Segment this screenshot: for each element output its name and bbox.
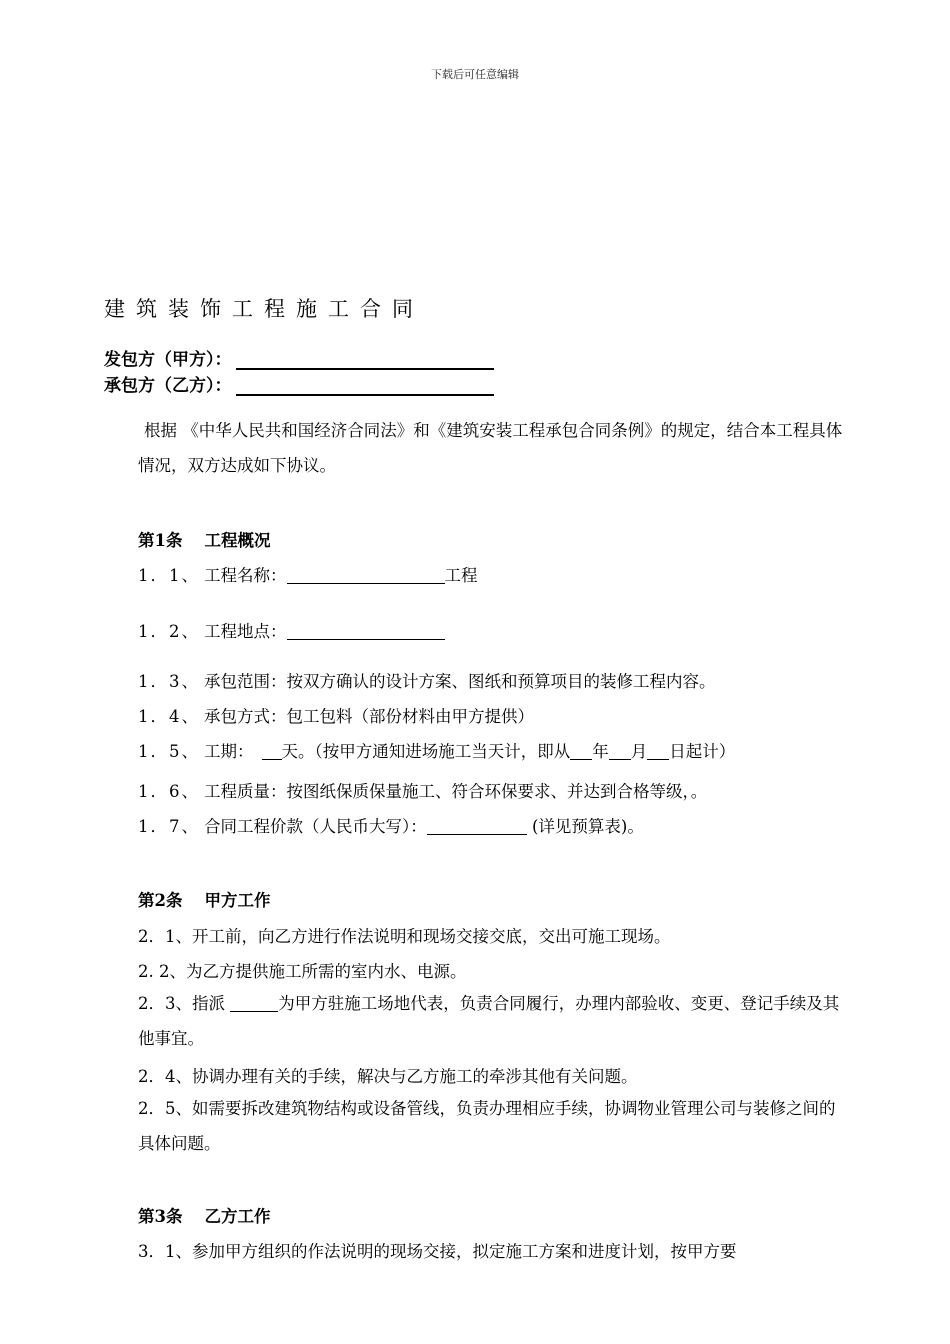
item-1-2 (138, 618, 445, 642)
item-2-1: 2．1、开工前，向乙方进行作法说明和现场交接交底，交出可施工现场。 (138, 927, 671, 946)
item-1-6-num: 1．6、 (138, 782, 200, 801)
item-1-5-day: 日起计） (669, 742, 736, 761)
item-1-4-text: 承包方式：包工包料（部份材料由甲方提供） (204, 707, 534, 726)
item-1-3-text: 承包范围：按双方确认的设计方案、图纸和预算项目的装修工程内容。 (204, 672, 716, 691)
item-1-5-num: 1．5、 (138, 742, 200, 761)
start-day-blank[interactable] (647, 741, 669, 760)
party-b-blank[interactable] (236, 374, 494, 396)
party-b-row (104, 371, 494, 396)
item-2-3-a: 2．3、指派 (138, 994, 231, 1013)
item-1-5-year: 年 (592, 742, 609, 761)
item-1-1 (138, 562, 478, 586)
party-a-label: 发包方（甲方）： (104, 350, 232, 370)
section-1-heading (138, 527, 270, 551)
item-1-4 (138, 703, 534, 727)
item-1-6-text: 工程质量：按图纸保质保量施工、符合环保要求、并达到合格等级，。 (204, 782, 708, 801)
item-1-4-num: 1．4、 (138, 707, 200, 726)
party-b-label: 承包方（乙方）： (104, 376, 232, 396)
item-1-1-label: 工程名称： (204, 566, 287, 585)
intro-paragraph (138, 413, 850, 483)
item-1-3 (138, 668, 716, 692)
item-2-4: 2．4、协调办理有关的手续，解决与乙方施工的牵涉其他有关问题。 (138, 1067, 638, 1086)
item-1-1-suffix: 工程 (444, 566, 478, 585)
item-2-5: 2．5、如需要拆改建筑物结构或设备管线，负责办理相应手续，协调物业管理公司与装修之间的具体问题。 (138, 1099, 836, 1153)
item-1-7 (138, 813, 644, 837)
header-note: 下载后可任意编辑 (431, 68, 519, 81)
item-1-1-num: 1．1、 (138, 566, 200, 585)
item-1-6 (138, 778, 707, 802)
start-year-blank[interactable] (570, 741, 592, 760)
item-1-5-mid: 天。（按甲方通知进场施工当天计，即从 (281, 742, 571, 761)
item-1-7-suffix: (详见预算表)。 (526, 817, 644, 836)
document-title: 建筑装饰工程施工合同 (104, 297, 424, 321)
item-1-2-label: 工程地点： (204, 622, 287, 641)
section-1-num: 第1条 (138, 531, 183, 550)
section-3-heading (138, 1203, 270, 1227)
item-1-5 (138, 738, 735, 762)
item-1-7-num: 1．7、 (138, 817, 200, 836)
item-2-2: 2. 2、为乙方提供施工所需的室内水、电源。 (138, 962, 467, 981)
section-2-title: 甲方工作 (204, 891, 271, 910)
start-month-blank[interactable] (609, 741, 631, 760)
site-representative-blank[interactable] (230, 993, 278, 1012)
section-2-heading (138, 887, 270, 911)
section-3-num: 第3条 (138, 1207, 183, 1226)
item-3-1: 3．1、参加甲方组织的作法说明的现场交接，拟定施工方案和进度计划，按甲方要 (138, 1242, 737, 1261)
section-1-title: 工程概况 (204, 531, 271, 550)
item-1-3-num: 1．3、 (138, 672, 200, 691)
item-1-2-num: 1．2、 (138, 622, 200, 641)
section-2-num: 第2条 (138, 891, 183, 910)
section-3-title: 乙方工作 (204, 1207, 271, 1226)
project-location-blank[interactable] (287, 621, 445, 640)
party-a-blank[interactable] (236, 348, 494, 370)
intro-text: 根据 《中华人民共和国经济合同法》和《建筑安装工程承包合同条例》的规定，结合本工程具体情况，双方达成如下协议。 (138, 421, 843, 475)
item-1-5-month: 月 (630, 742, 648, 761)
party-a-row (104, 345, 494, 370)
item-2-3-b: 为甲方驻施工场地代表，负责合同履行，办理内部验收、变更、登记手续及其他事宜。 (138, 994, 840, 1048)
item-1-5-label: 工期： (204, 742, 254, 761)
duration-days-blank[interactable] (262, 741, 282, 760)
contract-price-blank[interactable] (427, 816, 527, 835)
project-name-blank[interactable] (287, 565, 445, 584)
item-2-3 (138, 986, 850, 1056)
item-1-7-label: 合同工程价款（人民币大写）： (204, 817, 427, 836)
